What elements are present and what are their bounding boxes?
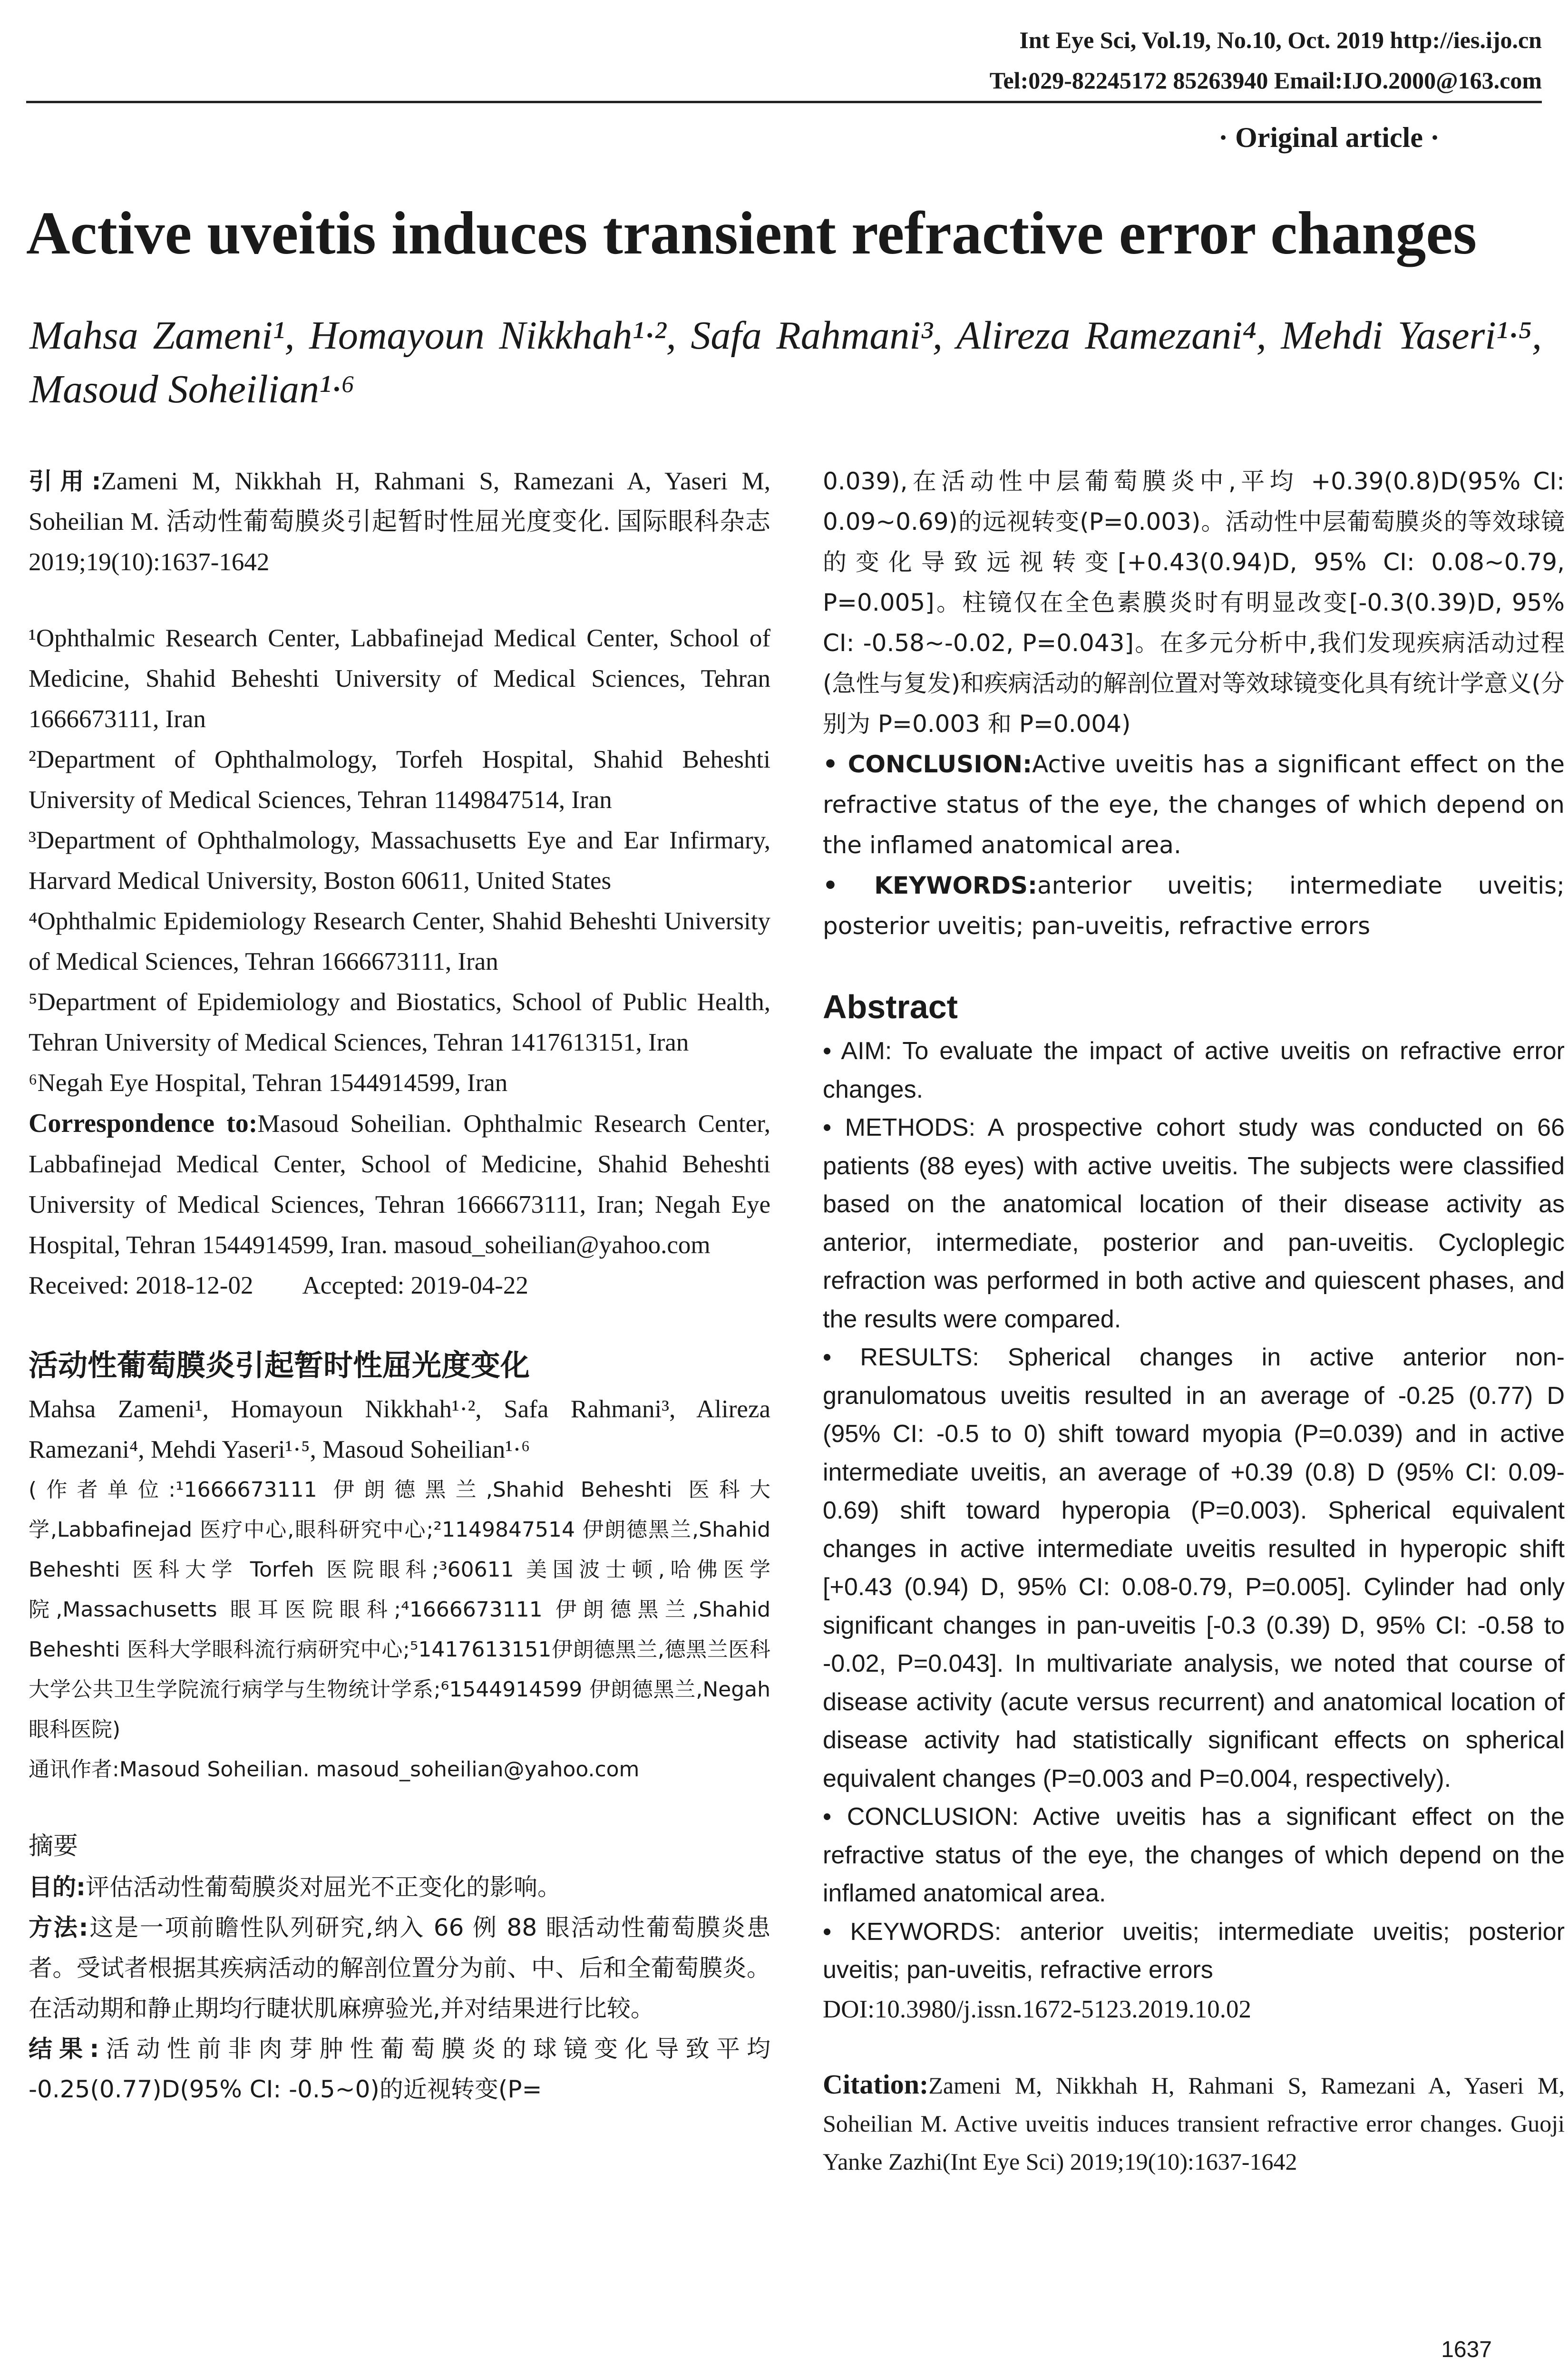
left-column (29, 461, 770, 2110)
abstract-conclusion-cn (823, 744, 1565, 866)
abstract-aim (823, 1032, 1565, 1109)
citation-text: Zameni M, Nikkhah H, Rahmani S, Ramezani A, Yaseri M, Soheilian M. Active uveitis induces transient refractive error changes. Guoji Yanke Zazhi(Int Eye Sci) 2019;19(10):1637-1642 (823, 2072, 1565, 2175)
aim-text-cn: 评估活动性葡萄膜炎对屈光不正变化的影响。 (86, 1873, 561, 1901)
keywords-label: • KEYWORDS: (823, 1918, 1002, 1946)
header-divider (26, 101, 1542, 103)
correspondence (29, 1103, 770, 1266)
abstract-methods (823, 1109, 1565, 1338)
keywords-label-cn: • KEYWORDS: (823, 872, 1038, 899)
abstract-aim-cn (29, 1867, 770, 1908)
conclusion-text: Active uveitis has a significant effect on the refractive status of the eye, the changes of which depend on the inflamed anatomical area. (823, 1803, 1565, 1907)
doi: DOI:10.3980/j.issn.1672-5123.2019.10.02 (823, 1995, 1251, 2023)
chinese-abstract-heading: 摘要 (29, 1832, 78, 1861)
methods-label: • METHODS: (823, 1114, 976, 1141)
correspondence-label: Correspondence to: (29, 1109, 258, 1138)
conclusion-label-cn: • CONCLUSION: (823, 750, 1032, 778)
methods-label-cn: 方法: (29, 1914, 88, 1941)
chinese-citation (29, 461, 770, 583)
aim-label-cn: 目的: (29, 1873, 86, 1901)
chinese-title: 活动性葡萄膜炎引起暂时性屈光度变化 (29, 1348, 530, 1383)
abstract-methods-cn (29, 1908, 770, 2029)
methods-text-cn: 这是一项前瞻性队列研究,纳入 66 例 88 眼活动性葡萄膜炎患者。受试者根据其疾病活动的解剖位置分为前、中、后和全葡萄膜炎。在活动期和静止期均行睫状肌麻痹验光,并对结果进行比较。 (29, 1914, 771, 2022)
conclusion-label: • CONCLUSION: (823, 1803, 1019, 1831)
abstract-results-cn (29, 2029, 770, 2110)
affiliation: ⁴Ophthalmic Epidemiology Research Center, Shahid Beheshti University of Medical Sciences, Tehran 1666673111, Iran (29, 907, 770, 975)
chinese-correspondence: 通讯作者:Masoud Soheilian. masoud_soheilian@yahoo.com (29, 1757, 640, 1782)
affiliation: ¹Ophthalmic Research Center, Labbafinejad Medical Center, School of Medicine, Shahid Beheshti University of Medical Sciences, Tehran 1666673111, Iran (29, 624, 770, 733)
keywords-text-cn: anterior uveitis; intermediate uveitis; posterior uveitis; pan-uveitis, refractive errors (823, 872, 1565, 940)
received-accepted-dates: Received: 2018-12-02 Accepted: 2019-04-22 (29, 1272, 528, 1299)
abstract-results (823, 1338, 1565, 1798)
results-text: Spherical changes in active anterior non-granulomatous uveitis resulted in an average of -0.25 (0.77) D (95% CI: -0.5 to 0) shift toward myopia (P=0.039) and in active intermediate uveitis, an average of +0.39 (0.8) D (95% CI: 0.09-0.69) shift toward hyperopia (P=0.003). Spherical equivalent changes in active intermediate uveitis resulted in hyperopic shift [+0.43 (0.94) D, 95% CI: 0.08-0.79, P=0.005]. Cylinder had only significant changes in pan-uveitis [-0.3 (0.39) D, 95% CI: -0.58 to -0.02, P=0.043]. In multivariate analysis, we noted that course of disease activity (acute versus recurrent) and anatomical location of disease activity had statistically significant effects on spherical equivalent changes (P=0.003 and P=0.004, respectively). (823, 1344, 1565, 1792)
results-text-cn: 活动性前非肉芽肿性葡萄膜炎的球镜变化导致平均 -0.25(0.77)D(95% CI: -0.5~0)的近视转变(P= (29, 2035, 771, 2103)
english-citation (823, 2065, 1565, 2181)
affiliation: ⁵Department of Epidemiology and Biostatics, School of Public Health, Tehran University of Medical Sciences, Tehran 1417613151, Iran (29, 988, 770, 1056)
aim-text: To evaluate the impact of active uveitis on refractive error changes. (823, 1037, 1565, 1103)
results-label-cn: 结果: (29, 2035, 99, 2063)
affiliation: ³Department of Ophthalmology, Massachusetts Eye and Ear Infirmary, Harvard Medical University, Boston 60611, United States (29, 827, 770, 895)
citation-label-cn: 引用: (29, 468, 101, 495)
keywords-text: anterior uveitis; intermediate uveitis; posterior uveitis; pan-uveitis, refractive errors (823, 1918, 1565, 1984)
abstract-keywords (823, 1913, 1565, 1989)
chinese-author-list: Mahsa Zameni¹, Homayoun Nikkhah¹·², Safa Rahmani³, Alireza Ramezani⁴, Mehdi Yaseri¹·⁵, Masoud Soheilian¹·⁶ (29, 1395, 770, 1463)
journal-contact-line: Tel:029-82245172 85263940 Email:IJO.2000@163.com (989, 67, 1542, 94)
article-title: Active uveitis induces transient refractive error changes (26, 199, 1477, 267)
affiliation: ²Department of Ophthalmology, Torfeh Hospital, Shahid Beheshti University of Medical Sciences, Tehran 1149847514, Iran (29, 746, 770, 814)
journal-header-line: Int Eye Sci, Vol.19, No.10, Oct. 2019 http://ies.ijo.cn (1019, 27, 1542, 53)
citation-text-cn: Zameni M, Nikkhah H, Rahmani S, Ramezani A, Yaseri M, Soheilian M. 活动性葡萄膜炎引起暂时性屈光度变化. 国际眼科杂志 2019;19(10):1637-1642 (29, 468, 771, 576)
correspondence-text: Masoud Soheilian. Ophthalmic Research Center, Labbafinejad Medical Center, School of Medicine, Shahid Beheshti University of Medical Sciences, Tehran 1666673111, Iran; Negah Eye Hospital, Tehran 1544914599, Iran. masoud_soheilian@yahoo.com (29, 1110, 770, 1259)
citation-label: Citation: (823, 2068, 929, 2100)
abstract-results-cn-continued: 0.039),在活动性中层葡萄膜炎中,平均 +0.39(0.8)D(95% CI: 0.09~0.69)的远视转变(P=0.003)。活动性中层葡萄膜炎的等效球镜的变化导致远视转变[+0.43(0.94)D, 95% CI: 0.08~0.79, P=0.005]。柱镜仅在全色素膜炎时有明显改变[-0.3(0.39)D, 95% CI: -0.58~-0.02, P=0.043]。在多元分析中,我们发现疾病活动过程(急性与复发)和疾病活动的解剖位置对等效球镜变化具有统计学意义(分别为 P=0.003 和 P=0.004) (823, 468, 1565, 738)
methods-text: A prospective cohort study was conducted on 66 patients (88 eyes) with active uveitis. The subjects were classified based on the anatomical location of their disease activity as anterior, intermediate, posterior and pan-uveitis. Cycloplegic refraction was performed in both active and quiescent phases, and the results were compared. (823, 1114, 1565, 1333)
abstract-conclusion (823, 1798, 1565, 1913)
results-label: • RESULTS: (823, 1344, 979, 1371)
page-number: 1637 (1441, 2337, 1492, 2362)
author-list: Mahsa Zameni¹, Homayoun Nikkhah¹·², Safa Rahmani³, Alireza Ramezani⁴, Mehdi Yaseri¹·⁵, Masoud Soheilian¹·⁶ (29, 313, 1542, 411)
aim-label: • AIM: (823, 1037, 892, 1065)
conclusion-text-cn: Active uveitis has a significant effect on the refractive status of the eye, the changes of which depend on the inflamed anatomical area. (823, 750, 1565, 859)
english-abstract-heading: Abstract (823, 988, 958, 1025)
keywords-cn (823, 866, 1565, 946)
article-type-label: · Original article · (1218, 122, 1440, 153)
affiliation: ⁶Negah Eye Hospital, Tehran 1544914599, Iran (29, 1069, 508, 1097)
chinese-affiliations: (作者单位:¹1666673111 伊朗德黑兰,Shahid Beheshti 医科大学,Labbafinejad 医疗中心,眼科研究中心;²1149847514 伊朗德黑兰,Shahid Beheshti 医科大学 Torfeh 医院眼科;³60611 美国波士顿,哈佛医学院,Massachusetts 眼耳医院眼科;⁴1666673111 伊朗德黑兰,Shahid Beheshti 医科大学眼科流行病研究中心;⁵1417613151伊朗德黑兰,德黑兰医科大学公共卫生学院流行病学与生物统计学系;⁶1544914599 伊朗德黑兰,Negah 眼科医院) (29, 1478, 770, 1742)
right-column (823, 461, 1565, 2181)
